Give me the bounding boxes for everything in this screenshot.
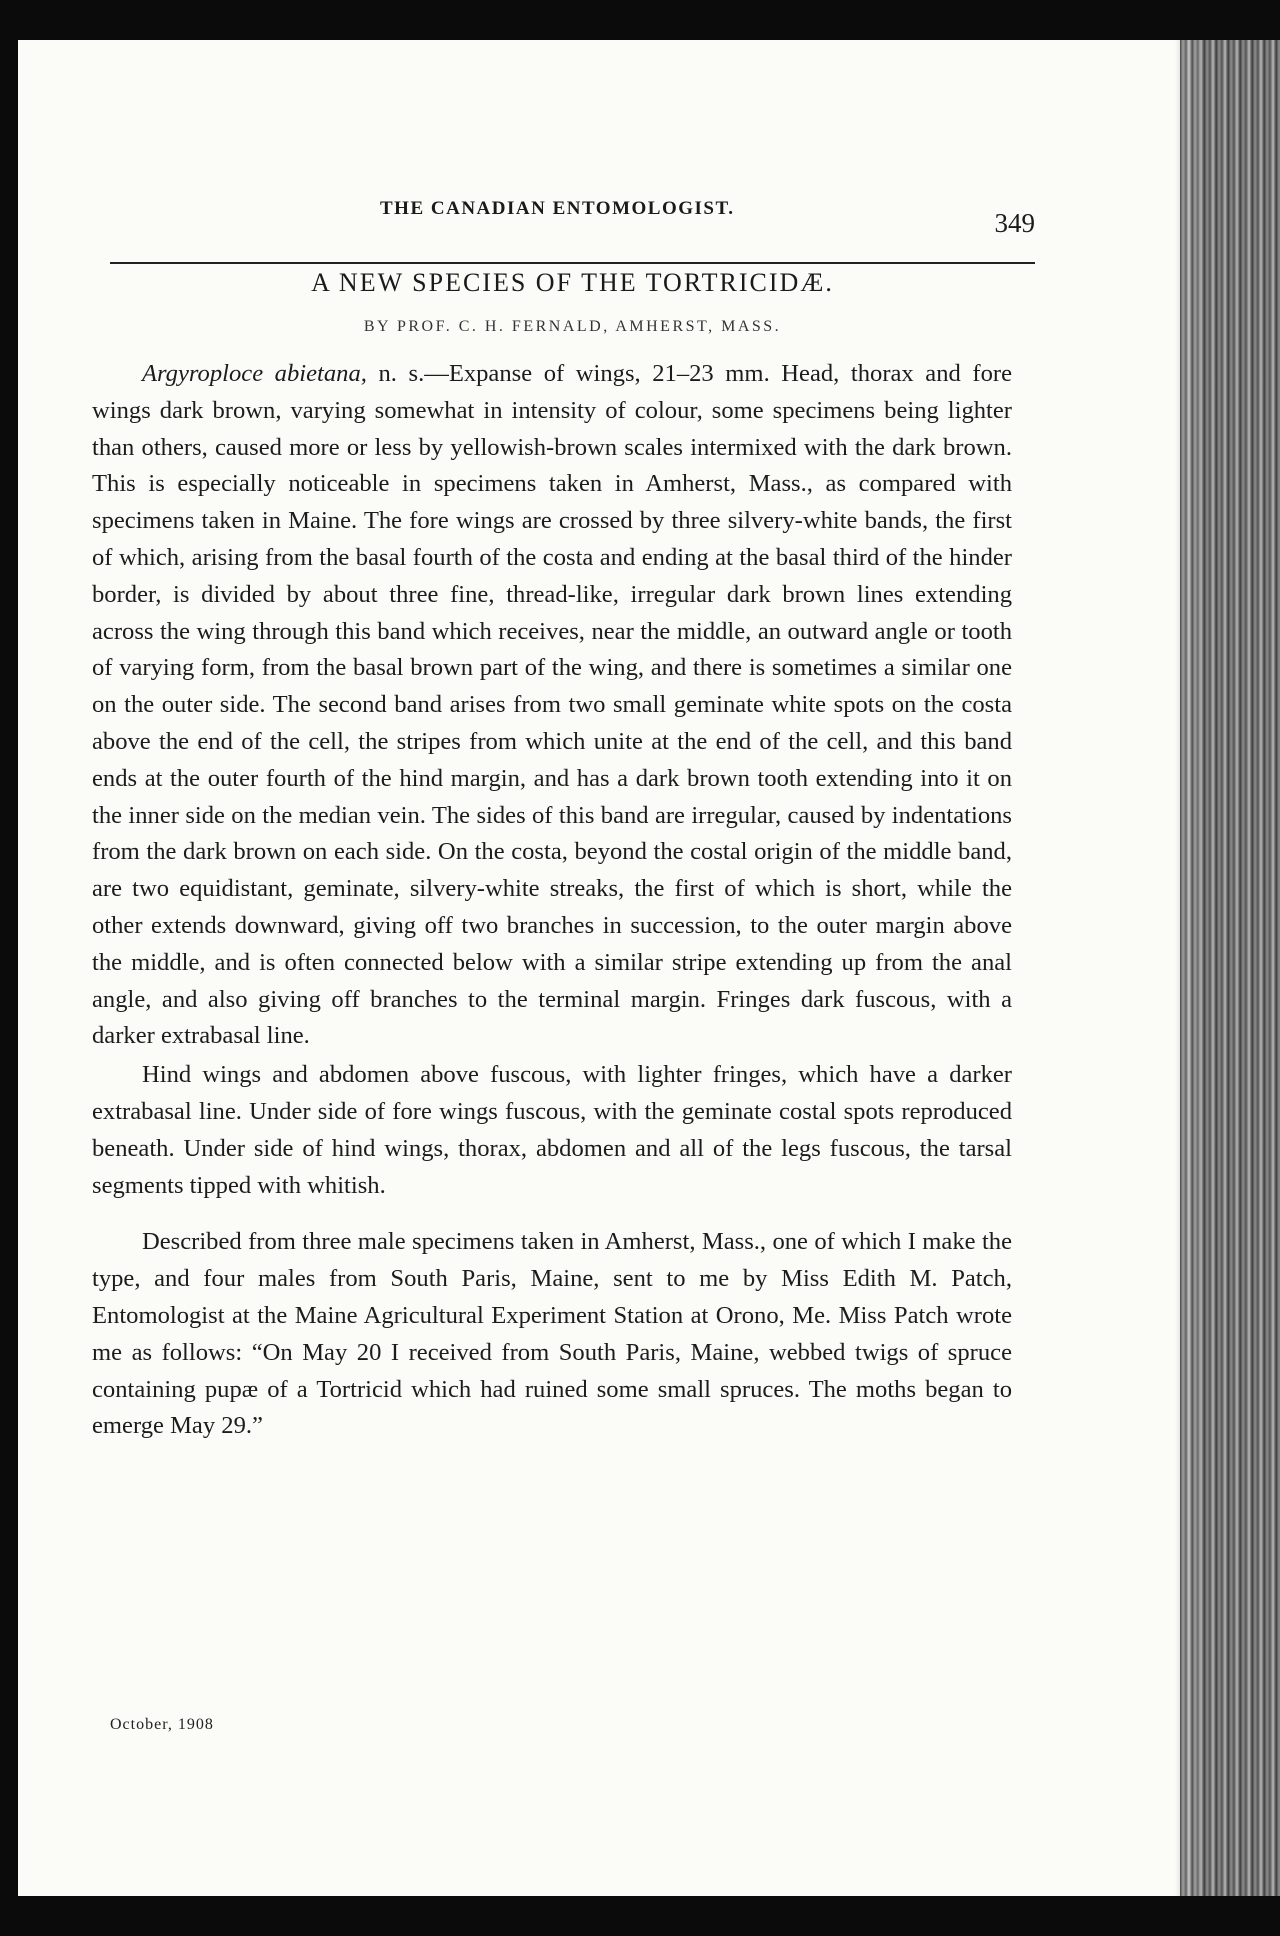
scan-border-left: [0, 0, 18, 1936]
paragraph-1: [92, 356, 1012, 1055]
header-rule: [110, 262, 1035, 264]
paragraph-1-text: n. s.—Expanse of wings, 21–23 mm. Head, thorax and fore wings dark brown, varying somewhat in intensity of colour, some specimens being lighter than others, caused more or less by yellowish-brown scales intermixed with the dark brown. This is especially noticeable in specimens taken in Amherst, Mass., as compared with specimens taken in Maine. The fore wings are crossed by three silvery-white bands, the first of which, arising from the basal fourth of the costa and ending at the basal third of the hinder border, is divided by about three fine, thread-like, irregular dark brown lines extending across the wing through this band which receives, near the middle, an outward angle or tooth of varying form, from the basal brown part of the wing, and there is sometimes a similar one on the outer side. The second band arises from two small geminate white spots on the costa above the end of the cell, the stripes from which unite at the end of the cell, and this band ends at the outer fourth of the hind margin, and has a dark brown tooth extending into it on the inner side on the median vein. The sides of this band are irregular, caused by indentations from the dark brown on each side. On the costa, beyond the costal origin of the middle band, are two equidistant, geminate, silvery-white streaks, the first of which is short, while the other extends downward, giving off two branches in succession, to the outer margin above the middle, and is often connected below with a similar stripe extending up from the anal angle, and also giving off branches to the terminal margin. Fringes dark fuscous, with a darker extrabasal line.: [92, 360, 1012, 1050]
date-line: October, 1908: [110, 1716, 214, 1733]
article-byline: BY PROF. C. H. FERNALD, AMHERST, MASS.: [363, 318, 782, 335]
article-body: [92, 356, 1012, 1445]
page-number: 349: [994, 208, 1035, 238]
scan-border-bottom: [0, 1896, 1280, 1936]
running-head: THE CANADIAN ENTOMOLOGIST.: [380, 198, 735, 219]
book-page-edges: [1180, 40, 1280, 1936]
page-header: [110, 198, 1035, 238]
scan-border-top: [0, 0, 1280, 40]
paragraph-2: Hind wings and abdomen above fuscous, with lighter fringes, which have a darker extrabasal line. Under side of fore wings fuscous, with the geminate costal spots reproduced beneath. Under side of hind wings, thorax, abdomen and all of the legs fuscous, the tarsal segments tipped with whitish.: [92, 1061, 1012, 1199]
paragraph-3: Described from three male specimens taken in Amherst, Mass., one of which I make the type, and four males from South Paris, Maine, sent to me by Miss Edith M. Patch, Entomologist at the Maine Agricultural Experiment Station at Orono, Me. Miss Patch wrote me as follows: “On May 20 I received from South Paris, Maine, webbed twigs of spruce containing pupæ of a Tortricid which had ruined some small spruces. The moths began to emerge May 29.”: [92, 1228, 1012, 1440]
species-name: Argyroploce abietana,: [142, 360, 367, 387]
article-title: A NEW SPECIES OF THE TORTRICIDÆ.: [311, 268, 834, 297]
